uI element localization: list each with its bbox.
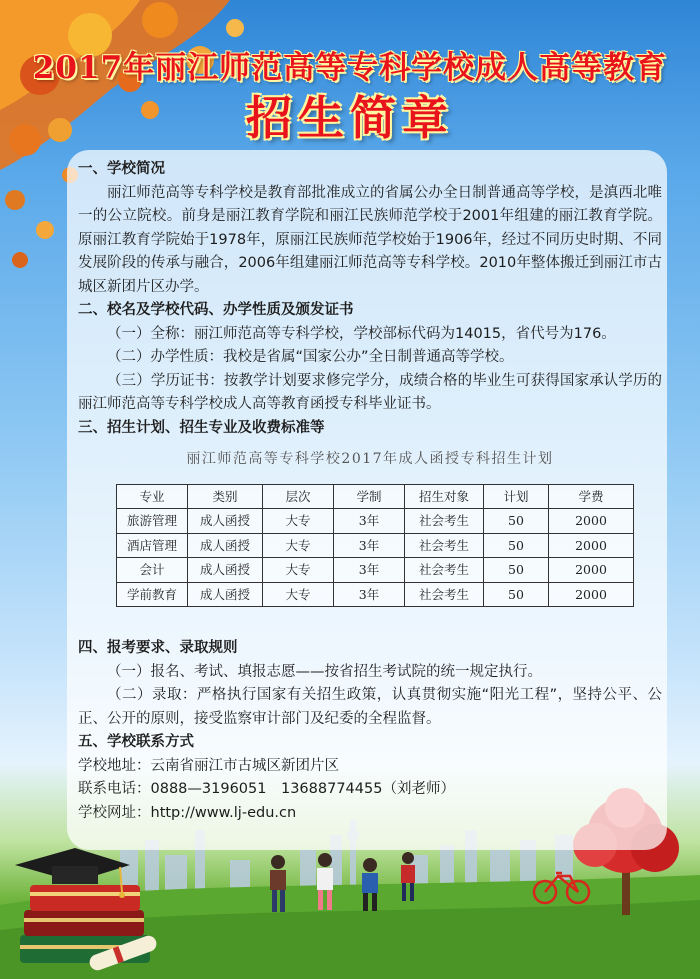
title-line-2: 招生简章: [246, 91, 454, 145]
section-2-paragraph-1: （一）全称：丽江师范高等专科学校，学校部标代码为14015，省代号为176。: [107, 325, 616, 342]
section-4-paragraph-1: （一）报名、考试、填报志愿——按省招生考试院的统一规定执行。: [107, 663, 542, 680]
section-1-heading: 一、学校简况: [78, 161, 165, 177]
table-cell: 大专: [263, 509, 334, 534]
table-cell: 50: [484, 533, 549, 558]
enrollment-plan-table: [116, 484, 634, 608]
table-cell: 社会考生: [405, 582, 484, 607]
section-3-heading: 三、招生计划、招生专业及收费标准等: [78, 419, 325, 436]
table-cell: 成人函授: [188, 509, 263, 534]
table-row: [117, 558, 634, 583]
table-header: 学费: [549, 484, 634, 509]
section-5-heading: 五、学校联系方式: [78, 734, 194, 750]
table-header: 类别: [188, 484, 263, 509]
content-body: [78, 158, 662, 825]
section-4-heading: 四、报考要求、录取规则: [78, 640, 238, 656]
table-cell: 社会考生: [405, 533, 484, 558]
section-2-paragraph-2: （二）办学性质：我校是省属“国家公办”全日制普通高等学校。: [107, 349, 514, 365]
table-row: [117, 533, 634, 558]
table-cell: 3年: [334, 558, 405, 583]
table-header: 学制: [334, 484, 405, 509]
table-cell: 酒店管理: [117, 533, 188, 558]
school-website-link[interactable]: 学校网址：http://www.lj-edu.cn: [78, 804, 297, 821]
section-2-heading: 二、校名及学校代码、办学性质及颁发证书: [78, 302, 354, 318]
table-cell: 会计: [117, 558, 188, 583]
section-1-paragraph: 丽江师范高等专科学校是教育部批准成立的省属公办全日制普通高等学校，是滇西北唯一的公立院校。前身是丽江教育学院和丽江民族师范学校于2001年组建的丽江教育学院。原丽江教育学院始于1978年，原丽江民族师范学校始于1906年，经过不同历史时期、不同发展阶段的传承与融合，2006年组建丽江师范高等专科学校。2010年整体搬迁到丽江市古城区新团片区办学。: [78, 184, 662, 295]
table-cell: 2000: [549, 509, 634, 534]
table-cell: 50: [484, 509, 549, 534]
table-cell: 成人函授: [188, 558, 263, 583]
table-cell: 学前教育: [117, 582, 188, 607]
table-header: 层次: [263, 484, 334, 509]
table-cell: 大专: [263, 582, 334, 607]
table-cell: 2000: [549, 533, 634, 558]
table-cell: 社会考生: [405, 558, 484, 583]
table-header-row: [117, 484, 634, 509]
school-address: 学校地址：云南省丽江市古城区新团片区: [78, 757, 339, 774]
table-cell: 2000: [549, 558, 634, 583]
table-cell: 3年: [334, 509, 405, 534]
table-cell: 大专: [263, 558, 334, 583]
table-cell: 成人函授: [188, 582, 263, 607]
table-cell: 社会考生: [405, 509, 484, 534]
table-cell: 50: [484, 558, 549, 583]
table-cell: 3年: [334, 533, 405, 558]
contact-phone: 联系电话：0888—3196051 13688774455（刘老师）: [78, 781, 455, 797]
table-cell: 旅游管理: [117, 509, 188, 534]
table-cell: 成人函授: [188, 533, 263, 558]
table-row: [117, 509, 634, 534]
spacer: [78, 607, 662, 637]
table-cell: 3年: [334, 582, 405, 607]
title-line-1: 2017年丽江师范高等专科学校成人高等教育: [32, 50, 668, 86]
section-4-paragraph-2: （二）录取：严格执行国家有关招生政策，认真贯彻实施“阳光工程”，坚持公平、公正、公开的原则，接受监察审计部门及纪委的全程监督。: [78, 687, 662, 727]
section-2-paragraph-3: （三）学历证书：按教学计划要求修完学分，成绩合格的毕业生可获得国家承认学历的丽江师范高等专科学校成人高等教育函授专科毕业证书。: [78, 372, 662, 412]
table-cell: 大专: [263, 533, 334, 558]
table-header: 招生对象: [405, 484, 484, 509]
table-row: [117, 582, 634, 607]
table-header: 计划: [484, 484, 549, 509]
table-cell: 2000: [549, 582, 634, 607]
table-cell: 50: [484, 582, 549, 607]
table-caption: 丽江师范高等专科学校2017年成人函授专科招生计划: [186, 451, 554, 467]
table-header: 专业: [117, 484, 188, 509]
